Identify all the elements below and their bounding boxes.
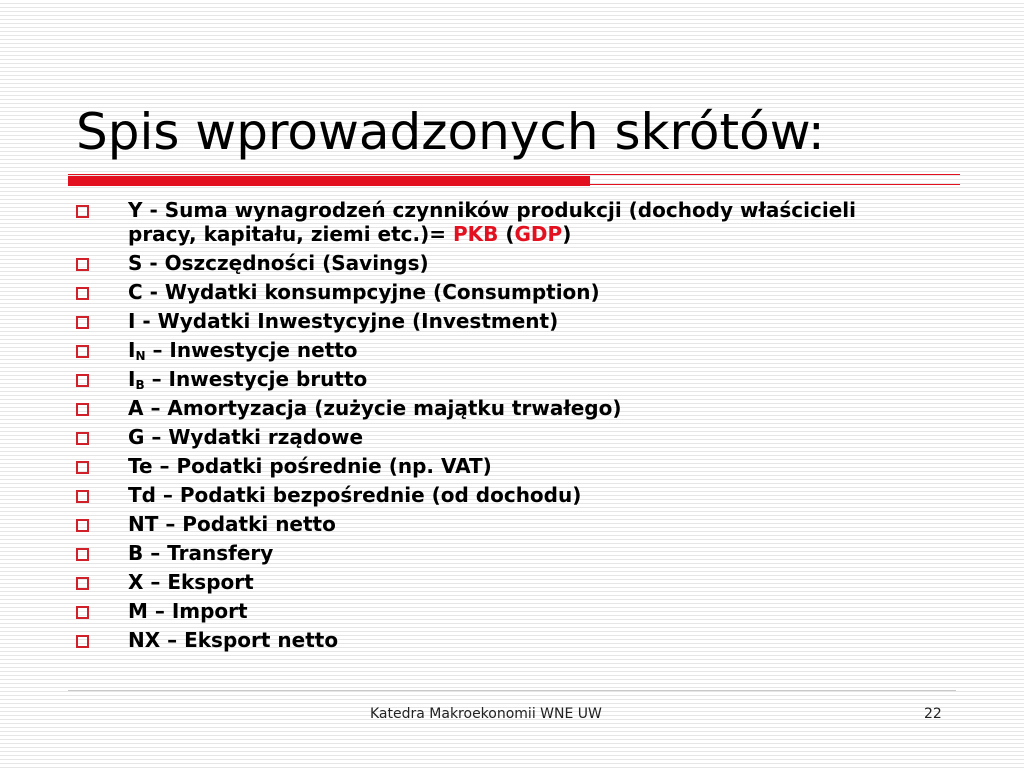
list-item <box>76 198 896 246</box>
list-item-label: ) <box>562 222 572 246</box>
list-item <box>76 280 896 304</box>
list-item <box>76 541 896 565</box>
square-bullet-icon <box>76 432 89 445</box>
list-item <box>76 454 896 478</box>
list-item <box>76 628 896 652</box>
list-item-text: S - Oszczędności (Savings) <box>128 251 429 275</box>
square-bullet-icon <box>76 490 89 503</box>
list-item <box>76 367 896 391</box>
square-bullet-icon <box>76 635 89 648</box>
list-item-text <box>128 338 896 362</box>
page-number: 22 <box>924 706 942 722</box>
list-item-text <box>128 367 896 391</box>
square-bullet-icon <box>76 345 89 358</box>
symbol-subscript: N <box>135 349 146 363</box>
square-bullet-icon <box>76 287 89 300</box>
square-bullet-icon <box>76 403 89 416</box>
list-item <box>76 251 896 275</box>
list-item <box>76 483 896 507</box>
list-item-text <box>128 198 896 246</box>
list-item-label: – Inwestycje brutto <box>144 367 368 391</box>
list-item <box>76 396 896 420</box>
list-item-label: ( <box>498 222 515 246</box>
list-item <box>76 512 896 536</box>
square-bullet-icon <box>76 519 89 532</box>
title-accent-bar <box>68 176 590 186</box>
list-item-text: B – Transfery <box>128 541 274 565</box>
list-item-text: C - Wydatki konsumpcyjne (Consumption) <box>128 280 600 304</box>
list-item <box>76 599 896 623</box>
gdp-highlight: GDP <box>514 222 563 246</box>
symbol-subscript: B <box>135 378 145 392</box>
footer-text: Katedra Makroekonomii WNE UW <box>370 706 602 722</box>
square-bullet-icon <box>76 258 89 271</box>
list-item-text: I - Wydatki Inwestycyjne (Investment) <box>128 309 559 333</box>
list-item-text: G – Wydatki rządowe <box>128 425 364 449</box>
symbol-base: I <box>128 338 136 362</box>
square-bullet-icon <box>76 577 89 590</box>
list-item-label: Y - Suma wynagrodzeń czynników produkcji (dochody właścicieli pracy, kapitału, ziemi etc.)= <box>128 198 856 246</box>
title-divider-line <box>68 174 960 175</box>
slide-title: Spis wprowadzonych skrótów: <box>76 103 825 161</box>
list-item-text: A – Amortyzacja (zużycie majątku trwałego) <box>128 396 622 420</box>
square-bullet-icon <box>76 606 89 619</box>
list-item-text: Te – Podatki pośrednie (np. VAT) <box>128 454 492 478</box>
footer-divider-line <box>68 690 956 691</box>
list-item-text: Td – Podatki bezpośrednie (od dochodu) <box>128 483 582 507</box>
symbol-base: I <box>128 367 136 391</box>
list-item <box>76 425 896 449</box>
list-item <box>76 570 896 594</box>
list-item <box>76 338 896 362</box>
title-divider-line-lower <box>590 184 960 185</box>
list-item-text: NX – Eksport netto <box>128 628 339 652</box>
abbreviation-list <box>76 198 896 657</box>
list-item-text: NT – Podatki netto <box>128 512 336 536</box>
pkb-highlight: PKB <box>452 222 499 246</box>
square-bullet-icon <box>76 548 89 561</box>
list-item <box>76 309 896 333</box>
square-bullet-icon <box>76 374 89 387</box>
square-bullet-icon <box>76 205 89 218</box>
square-bullet-icon <box>76 461 89 474</box>
list-item-label: – Inwestycje netto <box>145 338 358 362</box>
square-bullet-icon <box>76 316 89 329</box>
list-item-text: M – Import <box>128 599 248 623</box>
list-item-text: X – Eksport <box>128 570 254 594</box>
